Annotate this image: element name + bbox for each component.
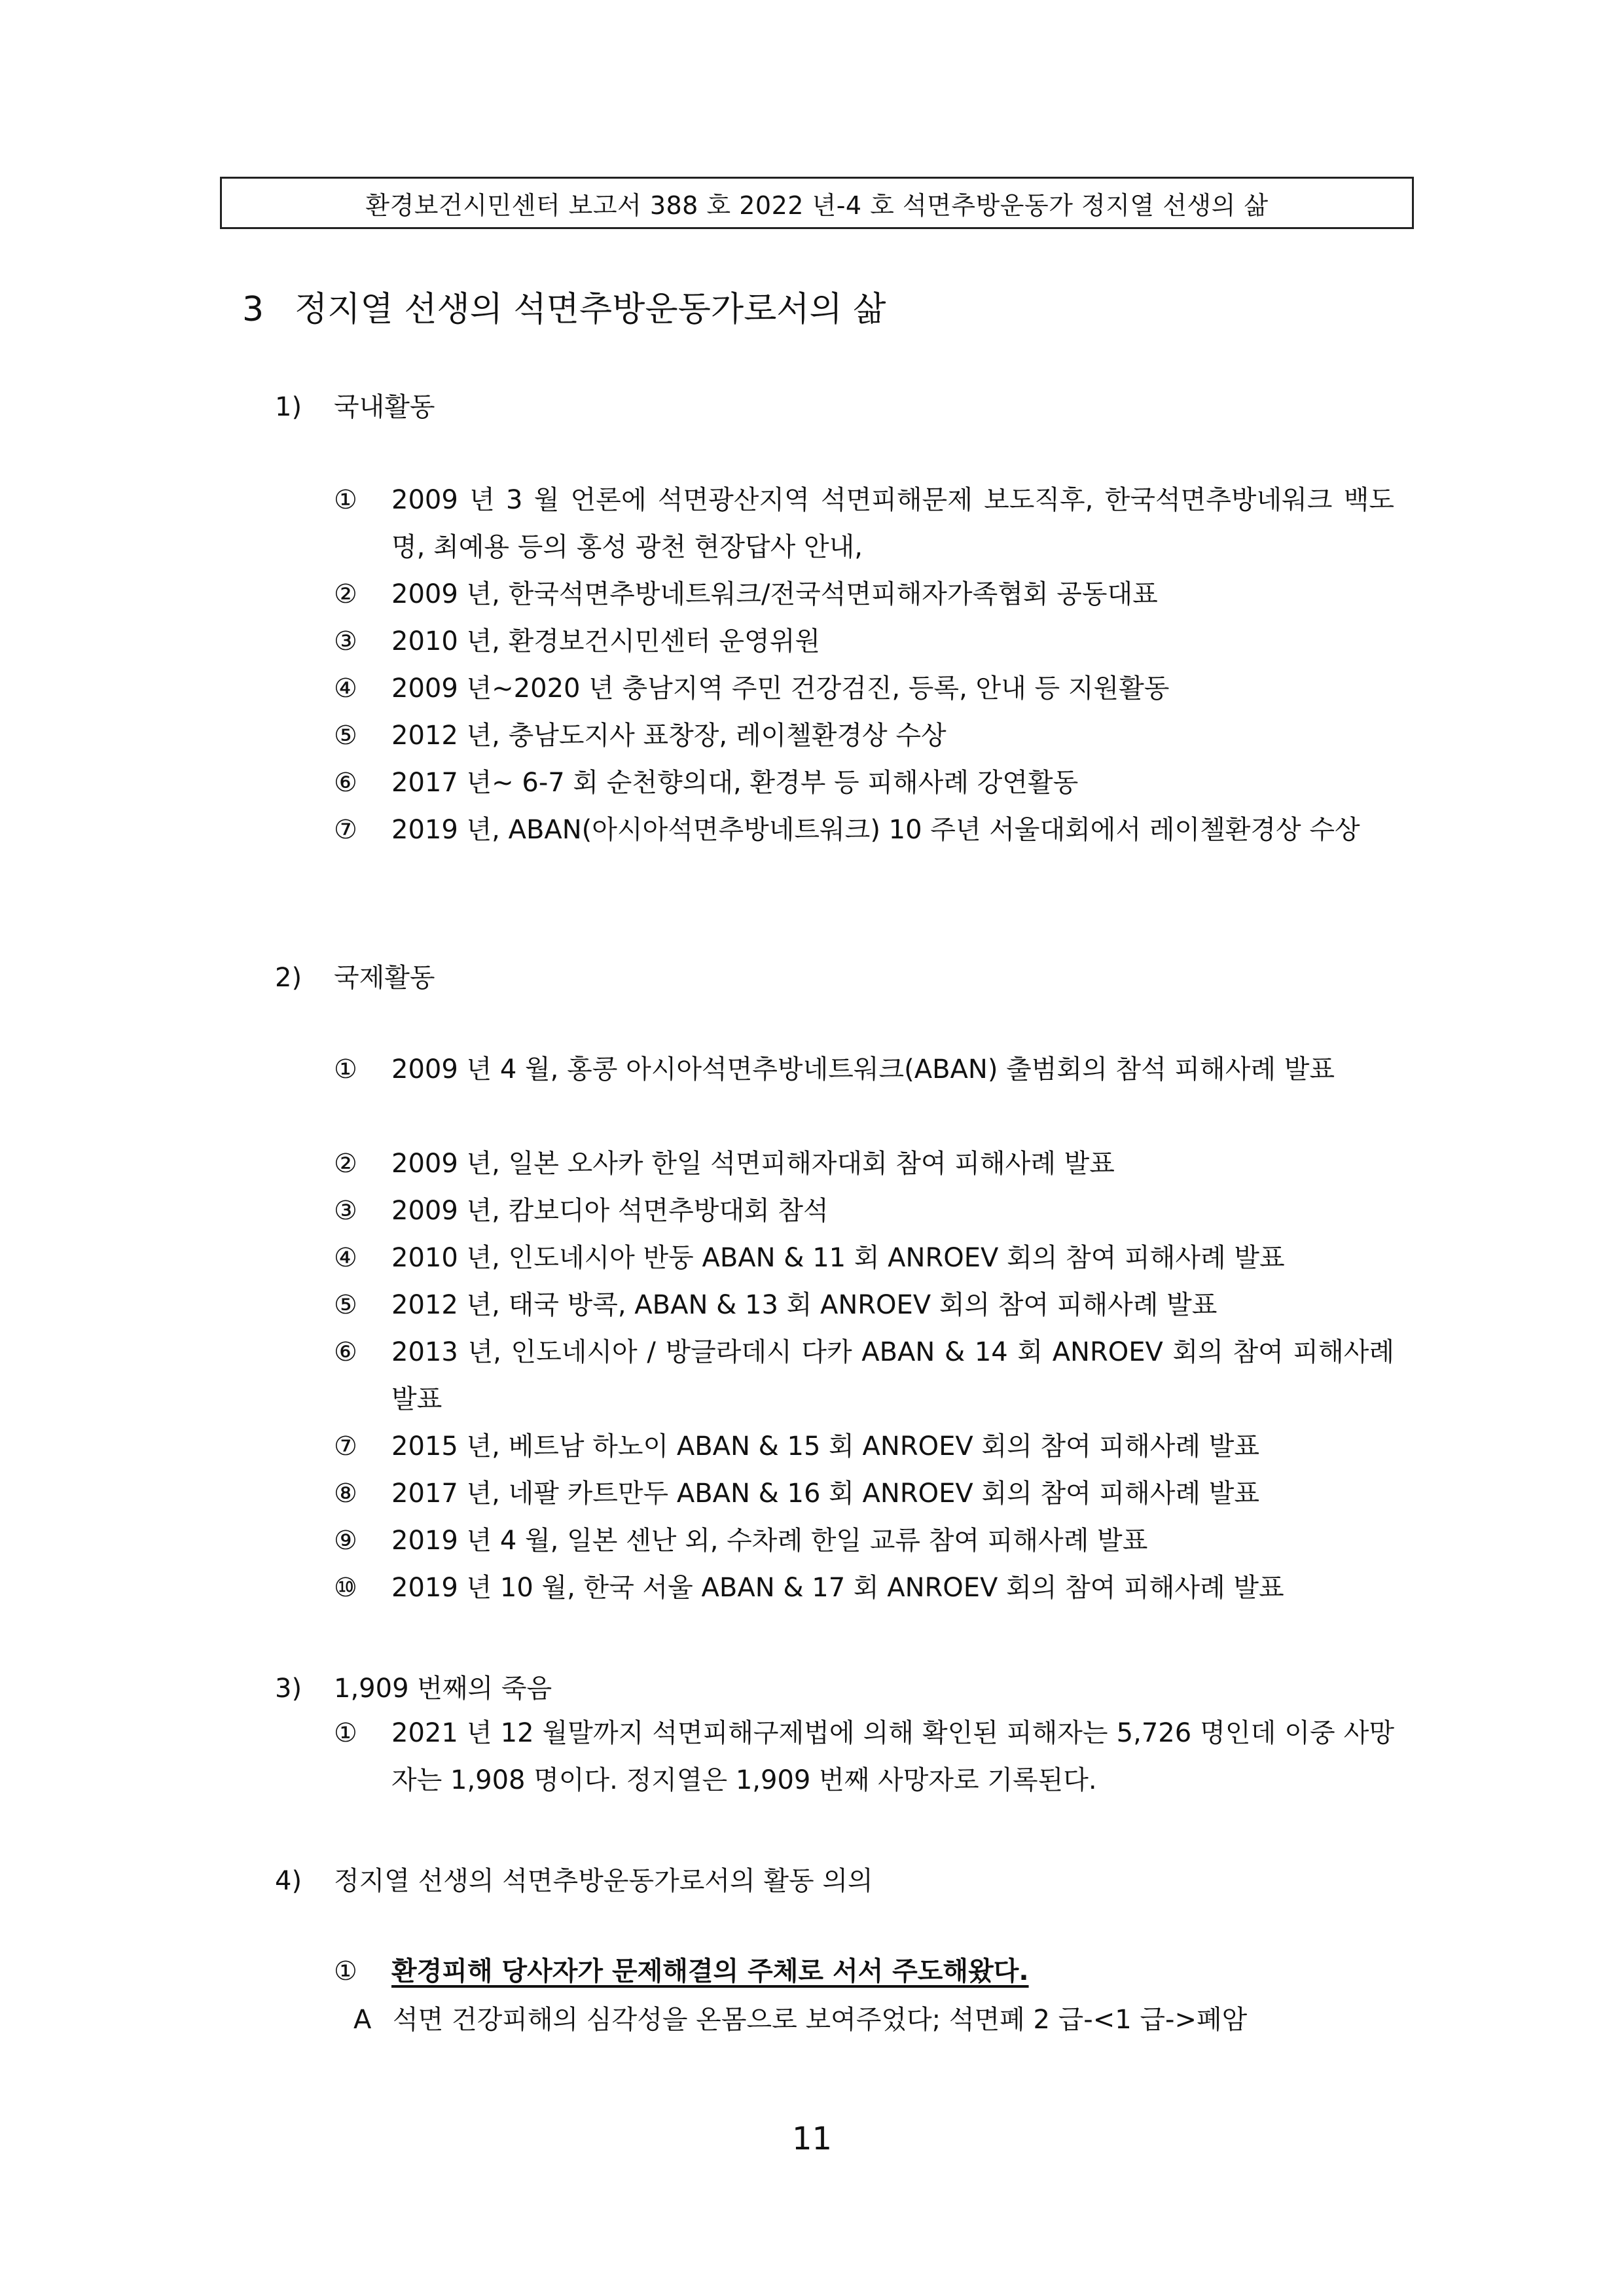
item-text: 2019 년 10 월, 한국 서울 ABAN & 17 회 ANROEV 회의 참여 피해사례 발표: [391, 1573, 1284, 1603]
item-text: 2012 년, 충남도지사 표창장, 레이첼환경상 수상: [391, 721, 947, 751]
item-marker: ⑥: [334, 768, 357, 798]
item-text: 2009 년~2020 년 충남지역 주민 건강검진, 등록, 안내 등 지원활동: [391, 673, 1170, 704]
item-marker: ⑥: [334, 1337, 357, 1367]
subsection-number: 3): [275, 1674, 302, 1704]
item-marker: ④: [334, 673, 357, 704]
item-text: 2009 년, 일본 오사카 한일 석면피해자대회 참여 피해사례 발표: [391, 1149, 1115, 1179]
item-marker: ①: [334, 1956, 357, 1986]
sub-item-marker: A: [353, 2005, 372, 2035]
item-marker: ④: [334, 1243, 357, 1273]
item-marker: ①: [334, 1054, 357, 1085]
item-text: 2015 년, 베트남 하노이 ABAN & 15 회 ANROEV 회의 참여 피해사례 발표: [391, 1431, 1259, 1462]
list-item: [334, 1423, 1394, 1470]
list-item: [334, 1046, 1394, 1093]
item-text: 2009 년, 캄보디아 석면추방대회 참석: [391, 1196, 829, 1226]
list-item: [334, 1282, 1394, 1329]
subsection-title: 정지열 선생의 석면추방운동가로서의 활동 의의: [334, 1866, 873, 1896]
subsection-number: 4): [275, 1866, 302, 1896]
item-text: 2010 년, 환경보건시민센터 운영위원: [391, 626, 820, 656]
item-text: 2009 년, 한국석면추방네트워크/전국석면피해자가족협회 공동대표: [391, 579, 1158, 609]
sub-list-item: [353, 1996, 1401, 2043]
item-text: 2009 년 4 월, 홍콩 아시아석면추방네트워크(ABAN) 출범회의 참석 피해사례 발표: [391, 1054, 1335, 1085]
subsection-number: 2): [275, 963, 302, 993]
list-item: [334, 665, 1394, 712]
list-item: [334, 571, 1394, 618]
item-text: 2012 년, 태국 방콕, ABAN & 13 회 ANROEV 회의 참여 피해사례 발표: [391, 1290, 1218, 1320]
item-marker: ⑧: [334, 1479, 357, 1509]
list-item: [334, 1140, 1394, 1187]
subsection-significance: [275, 1860, 873, 1897]
subsection-title: 1,909 번째의 죽음: [334, 1674, 552, 1704]
list-item: [334, 1948, 1394, 1995]
item-text: 2010 년, 인도네시아 반둥 ABAN & 11 회 ANROEV 회의 참여 피해사례 발표: [391, 1243, 1285, 1273]
item-marker: ②: [334, 1149, 357, 1179]
subsection-title: 국내활동: [334, 392, 435, 422]
subsection-death: [275, 1668, 552, 1705]
item-marker: ①: [334, 485, 357, 515]
list-item: [334, 1564, 1394, 1611]
list-item: [334, 1329, 1394, 1423]
list-item: [334, 806, 1394, 853]
section-title: [242, 281, 886, 331]
item-text: 2009 년 3 월 언론에 석면광산지역 석면피해문제 보도직후, 한국석면추방네워크 백도명, 최예용 등의 홍성 광천 현장답사 안내,: [391, 485, 1394, 562]
list-item: [334, 712, 1394, 759]
item-text: 2017 년, 네팔 카트만두 ABAN & 16 회 ANROEV 회의 참여 피해사례 발표: [391, 1479, 1259, 1509]
item-text: 2019 년 4 월, 일본 센난 외, 수차례 한일 교류 참여 피해사례 발표: [391, 1526, 1148, 1556]
list-item: [334, 1517, 1394, 1564]
item-marker: ②: [334, 579, 357, 609]
section-title-text: 정지열 선생의 석면추방운동가로서의 삶: [295, 290, 886, 329]
report-header-text: 환경보건시민센터 보고서 388 호 2022 년-4 호 석면추방운동가 정지열 선생의 삶: [365, 190, 1269, 220]
section-number: 3: [242, 290, 264, 329]
item-text: 2019 년, ABAN(아시아석면추방네트워크) 10 주년 서울대회에서 레이첼환경상 수상: [391, 815, 1360, 845]
item-marker: ⑨: [334, 1526, 357, 1556]
item-marker: ①: [334, 1718, 357, 1748]
subsection-number: 1): [275, 392, 302, 422]
item-marker: ⑦: [334, 815, 357, 845]
subsection-domestic: [275, 386, 435, 423]
report-header: [220, 177, 1414, 229]
list-item: [334, 476, 1394, 571]
item-marker: ⑦: [334, 1431, 357, 1462]
subsection-international: [275, 957, 435, 994]
item-text: 2021 년 12 월말까지 석면피해구제법에 의해 확인된 피해자는 5,726 명인데 이중 사망자는 1,908 명이다. 정지열은 1,909 번째 사망자로 기록된다.: [391, 1718, 1394, 1795]
list-item: [334, 759, 1394, 806]
list-item: [334, 1710, 1394, 1804]
list-item: [334, 1470, 1394, 1517]
item-marker: ③: [334, 1196, 357, 1226]
item-marker: ③: [334, 626, 357, 656]
item-marker: ⑩: [334, 1573, 357, 1603]
item-text: 2013 년, 인도네시아 / 방글라데시 다카 ABAN & 14 회 ANROEV 회의 참여 피해사례 발표: [391, 1337, 1394, 1414]
list-item: [334, 618, 1394, 665]
sub-item-text: 석면 건강피해의 심각성을 온몸으로 보여주었다; 석면폐 2 급-<1 급->폐암: [393, 2005, 1248, 2035]
item-marker: ⑤: [334, 1290, 357, 1320]
item-marker: ⑤: [334, 721, 357, 751]
subsection-title: 국제활동: [334, 963, 435, 993]
list-item: [334, 1234, 1394, 1282]
item-text-emphasis: 환경피해 당사자가 문제해결의 주체로 서서 주도해왔다.: [391, 1956, 1029, 1986]
page-number: 11: [791, 2121, 833, 2157]
item-text: 2017 년~ 6-7 회 순천향의대, 환경부 등 피해사례 강연활동: [391, 768, 1079, 798]
list-item: [334, 1187, 1394, 1234]
